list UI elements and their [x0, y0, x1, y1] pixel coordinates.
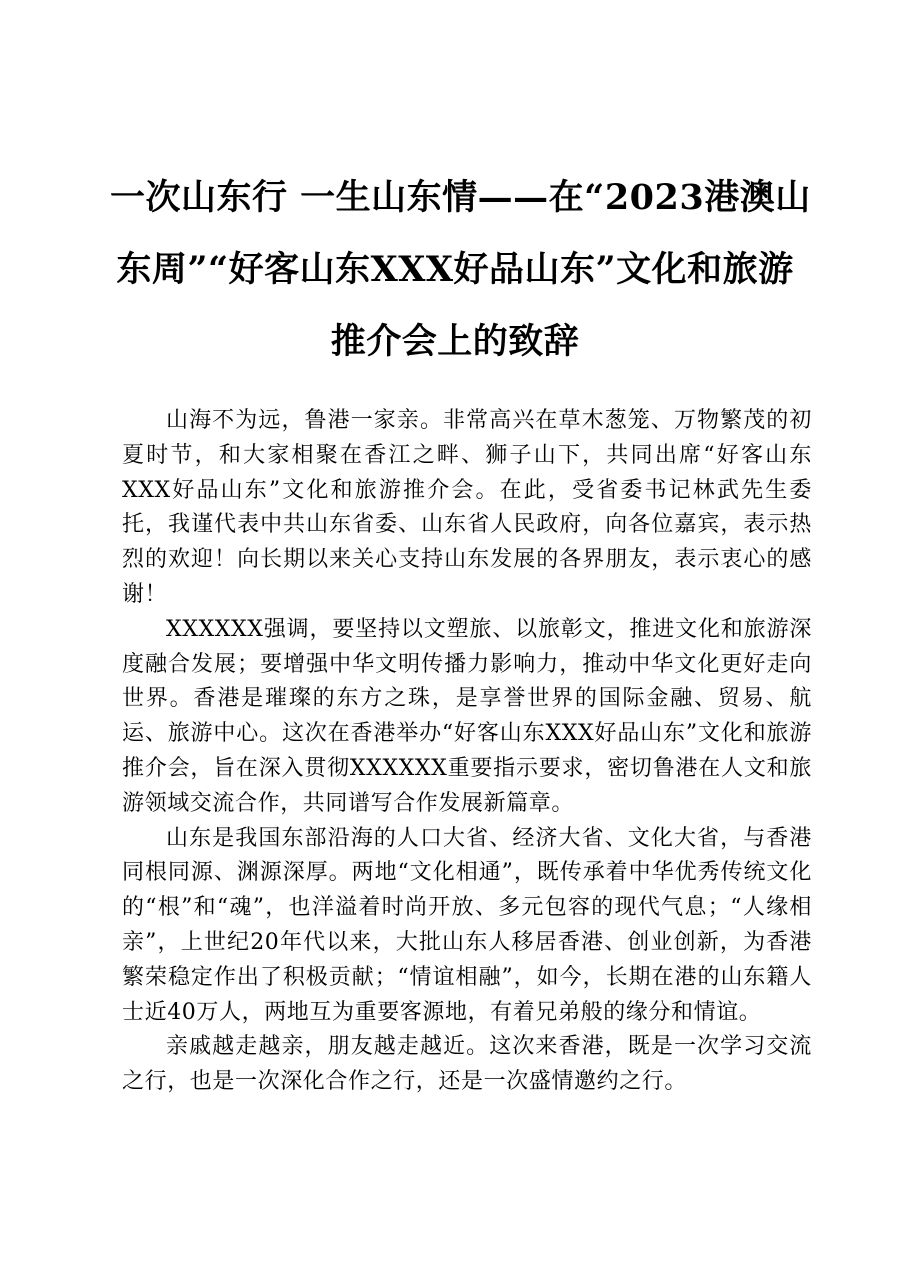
- document-body: [122, 404, 812, 1100]
- document-title: [110, 162, 811, 378]
- paragraph-4: 亲戚越走越亲，朋友越走越近。这次来香港，既是一次学习交流之行，也是一次深化合作之行，还是一次盛情邀约之行。: [122, 1034, 812, 1095]
- title-line-2: 东周”“好客山东XXX好品山东”文化和旅游: [116, 249, 794, 290]
- paragraph-3: 山东是我国东部沿海的人口大省、经济大省、文化大省，与香港同根同源、渊源深厚。两地“文化相通”，既传承着中华优秀传统文化的“根”和“魂”，也洋溢着时尚开放、多元包容的现代气息；“人缘相亲”，上世纪20年代以来，大批山东人移居香港、创业创新，为香港繁荣稳定作出了积极贡献；“情谊相融”，如今，长期在港的山东籍人士近40万人，两地互为重要客源地，有着兄弟般的缘分和情谊。: [122, 825, 812, 1025]
- title-line-3: 推介会上的致辞: [330, 321, 580, 362]
- paragraph-1: 山海不为远，鲁港一家亲。非常高兴在草木葱笼、万物繁茂的初夏时节，和大家相聚在香江之畔、狮子山下，共同出席“好客山东XXX好品山东”文化和旅游推介会。在此，受省委书记林武先生委托，我谨代表中共山东省委、山东省人民政府，向各位嘉宾，表示热烈的欢迎！向长期以来关心支持山东发展的各界朋友，表示衷心的感谢！: [122, 408, 812, 607]
- title-line-1: 一次山东行 一生山东情——在“2023港澳山: [110, 177, 811, 218]
- paragraph-2: XXXXXX强调，要坚持以文塑旅、以旅彰文，推进文化和旅游深度融合发展；要增强中华文明传播力影响力，推动中华文化更好走向世界。香港是璀璨的东方之珠，是享誉世界的国际金融、贸易、航运、旅游中心。这次在香港举办“好客山东XXX好品山东”文化和旅游推介会，旨在深入贯彻XXXXXX重要指示要求，密切鲁港在人文和旅游领域交流合作，共同谱写合作发展新篇章。: [122, 616, 812, 816]
